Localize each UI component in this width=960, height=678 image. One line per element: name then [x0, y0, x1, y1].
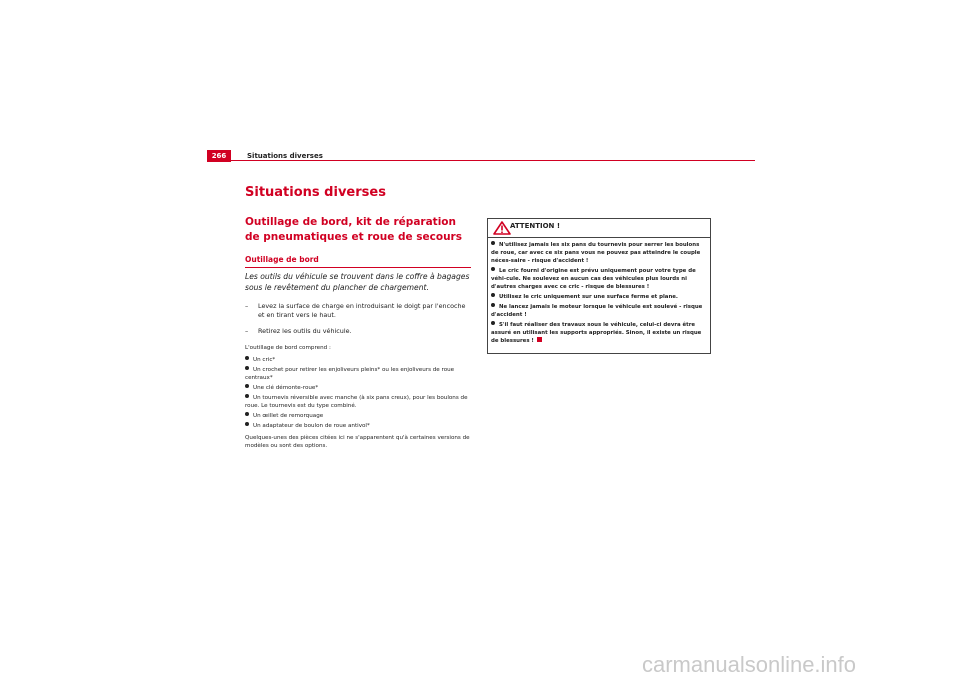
steps-list [245, 302, 471, 336]
list-item-text: Un œillet de remorquage [253, 413, 324, 419]
bullet-icon [245, 412, 249, 416]
step-text: Levez la surface de charge en introduisant le doigt par l'encoche et en tirant vers le haut. [258, 302, 466, 319]
bullet-icon [245, 366, 249, 370]
warning-box [487, 218, 711, 354]
warning-item-text: Utilisez le cric uniquement sur une surface ferme et plane. [499, 294, 678, 300]
list-item-text: Une clé démonte-roue* [253, 385, 319, 391]
bullet-icon [245, 394, 249, 398]
list-item [245, 412, 471, 420]
list-item [245, 384, 471, 392]
warning-item-text: Le cric fourni d'origine est prévu uniquement pour votre type de véhi-cule. Ne soulevez en aucun cas des véhicules plus lourds ni d'autres charges avec ce cric - risque de blessures ! [491, 268, 696, 290]
bullet-icon [245, 384, 249, 388]
warning-header [488, 219, 710, 238]
warning-body [488, 238, 710, 345]
warning-item [491, 321, 707, 345]
list-item-text: Un crochet pour retirer les enjoliveurs pleins* ou les enjoliveurs de roue centraux* [245, 367, 455, 381]
intro-text: Les outils du véhicule se trouvent dans le coffre à bagages sous le revêtement du plancher de chargement. [245, 272, 470, 292]
warning-triangle-icon [493, 221, 511, 235]
page-number: 266 [207, 150, 231, 162]
list-item [245, 394, 471, 410]
dash-icon: – [245, 302, 249, 310]
warning-item-text: S'il faut réaliser des travaux sous le véhicule, celui-ci devra être assuré en utilisant les supports appropriés. Sinon, il existe un risque de blessures ! [491, 322, 702, 344]
left-column [245, 185, 471, 454]
warning-item-text: Ne lancez jamais le moteur lorsque le véhicule est soulevé - risque d'accident ! [491, 304, 703, 318]
list-item [245, 356, 471, 364]
warning-item [491, 293, 707, 301]
sub-title: Outillage de bord [245, 255, 471, 268]
running-title: Situations diverses [247, 152, 323, 160]
bullet-icon [491, 241, 495, 245]
dash-icon: – [245, 327, 249, 335]
end-of-section-icon [537, 337, 542, 342]
step-item [245, 327, 471, 336]
bullet-icon [491, 267, 495, 271]
bullet-icon [245, 422, 249, 426]
watermark: carmanualsonline.info [642, 652, 857, 677]
list-item [245, 366, 471, 382]
warning-item [491, 303, 707, 319]
list-item-text: Un cric* [253, 357, 276, 363]
warning-label: ATTENTION ! [510, 222, 561, 230]
list-item [245, 422, 471, 430]
page-header [207, 150, 755, 164]
warning-item [491, 267, 707, 291]
header-rule [231, 160, 755, 161]
footnote: Quelques-unes des pièces citées ici ne s'apparentent qu'à certaines versions de modèles ou sont des options. [245, 435, 470, 449]
page-title: Situations diverses [245, 185, 386, 200]
tools-list [245, 356, 471, 430]
bullet-icon [491, 293, 495, 297]
list-item-text: Un adaptateur de boulon de roue antivol* [253, 423, 370, 429]
section-title: Outillage de bord, kit de réparation de pneumatiques et roue de secours [245, 216, 462, 243]
step-item [245, 302, 471, 320]
list-intro: L'outillage de bord comprend : [245, 345, 331, 351]
bullet-icon [245, 356, 249, 360]
list-item-text: Un tournevis réversible avec manche (à six pans creux), pour les boulons de roue. Le tournevis est du type combiné. [245, 395, 468, 409]
warning-item-text: N'utilisez jamais les six pans du tournevis pour serrer les boulons de roue, car avec ce six pans vous ne pouvez pas atteindre le couple néces-saire - risque d'accident ! [491, 242, 701, 264]
bullet-icon [491, 303, 495, 307]
step-text: Retirez les outils du véhicule. [258, 327, 352, 335]
warning-item [491, 241, 707, 265]
bullet-icon [491, 321, 495, 325]
